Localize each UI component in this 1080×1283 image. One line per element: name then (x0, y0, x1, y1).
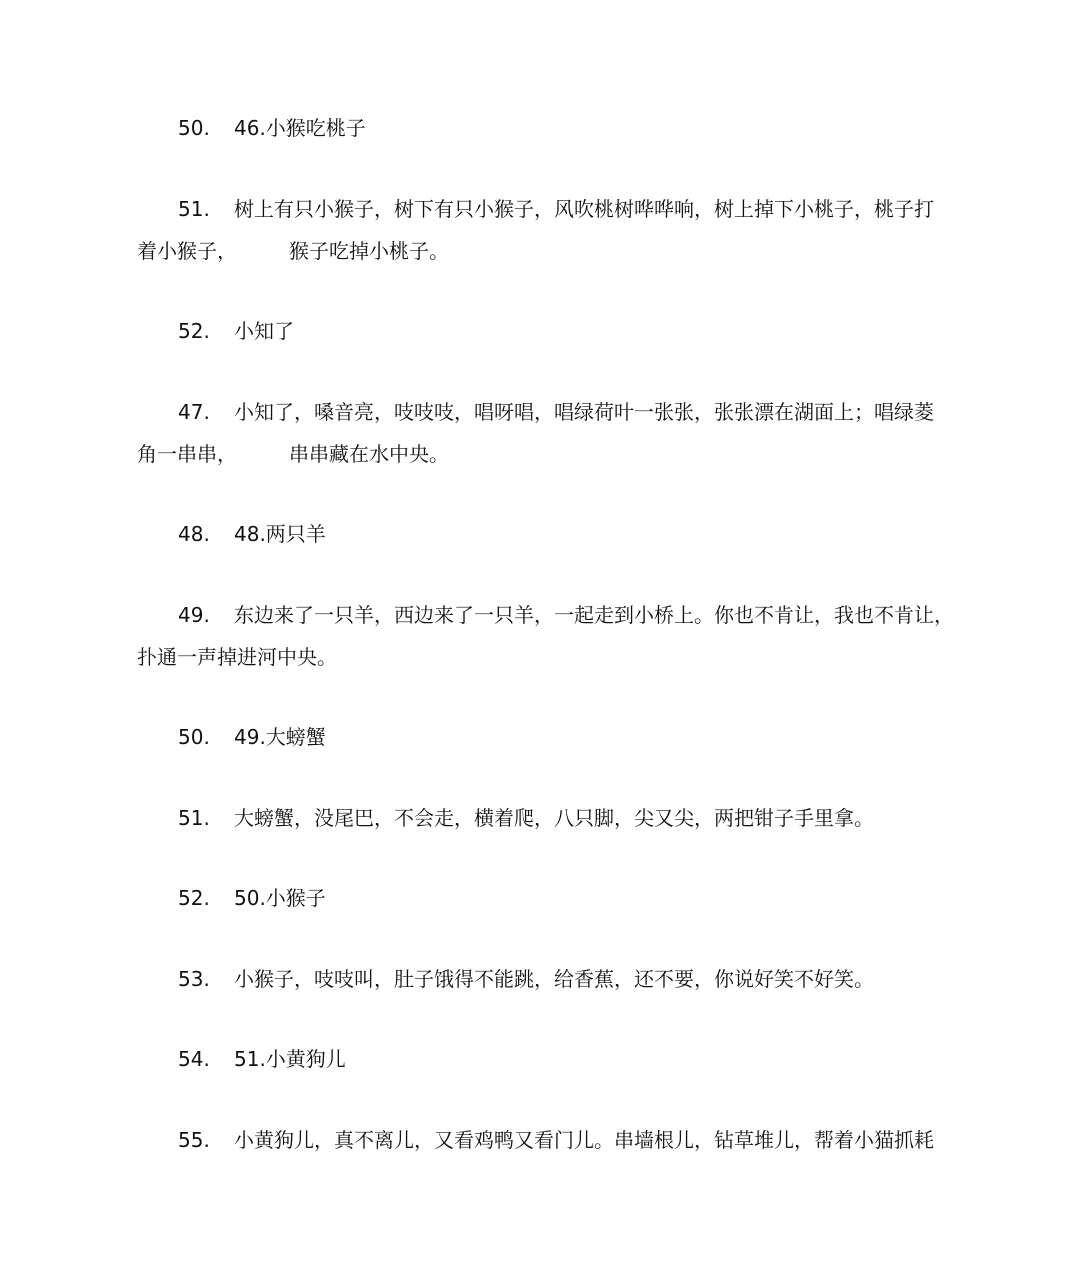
list-item (137, 1038, 949, 1080)
list-item (137, 594, 954, 678)
list-item (137, 716, 949, 758)
list-item (137, 513, 949, 555)
line (137, 594, 954, 636)
line (137, 716, 949, 758)
item-text: 小猴子，吱吱叫，肚子饿得不能跳，给香蕉，还不要，你说好笑不好笑。 (234, 967, 874, 991)
item-text-continued: 猴子吃掉小桃子。 (289, 239, 449, 263)
line (137, 513, 949, 555)
item-number: 54. (178, 1047, 210, 1071)
item-number: 53. (178, 967, 210, 991)
item-text: 49.大螃蟹 (234, 725, 326, 749)
list-item (137, 797, 949, 839)
item-number: 55. (178, 1128, 210, 1152)
item-number: 47. (178, 400, 210, 424)
item-text: 46.小猴吃桃子 (234, 116, 366, 140)
line (137, 433, 949, 475)
line (137, 310, 949, 352)
item-number: 50. (178, 725, 210, 749)
item-number: 49. (178, 603, 210, 627)
item-text-continued: 角一串串， (137, 442, 237, 466)
item-text: 小知了，嗓音亮，吱吱吱，唱呀唱，唱绿荷叶一张张，张张漂在湖面上；唱绿菱 (234, 400, 934, 424)
item-number: 52. (178, 886, 210, 910)
list-item (137, 310, 949, 352)
item-number: 50. (178, 116, 210, 140)
list-item (137, 958, 949, 1000)
line (137, 188, 949, 230)
line (137, 797, 949, 839)
item-number: 51. (178, 806, 210, 830)
item-text: 树上有只小猴子，树下有只小猴子，风吹桃树哗哗响，树上掉下小桃子，桃子打 (234, 197, 934, 221)
item-text-continued: 着小猴子， (137, 239, 237, 263)
item-number: 52. (178, 319, 210, 343)
item-text-continued: 串串藏在水中央。 (289, 442, 449, 466)
line (137, 1119, 949, 1161)
item-text: 小黄狗儿，真不离儿，又看鸡鸭又看门儿。串墙根儿，钻草堆儿，帮着小猫抓耗 (234, 1128, 934, 1152)
item-text-continued: 扑通一声掉进河中央。 (137, 645, 337, 669)
list-item (137, 188, 949, 272)
line (137, 391, 949, 433)
line (137, 958, 949, 1000)
line (137, 230, 949, 272)
item-number: 51. (178, 197, 210, 221)
list-item (137, 877, 949, 919)
line (137, 877, 949, 919)
item-text: 小知了 (234, 319, 294, 343)
item-text: 东边来了一只羊，西边来了一只羊，一起走到小桥上。你也不肯让，我也不肯让， (234, 603, 954, 627)
list-item (137, 391, 949, 475)
list-item (137, 107, 949, 149)
line (137, 636, 949, 678)
item-number: 48. (178, 522, 210, 546)
item-text: 大螃蟹，没尾巴，不会走，横着爬，八只脚，尖又尖，两把钳子手里拿。 (234, 806, 874, 830)
item-text: 48.两只羊 (234, 522, 326, 546)
line (137, 1038, 949, 1080)
item-text: 50.小猴子 (234, 886, 326, 910)
item-text: 51.小黄狗儿 (234, 1047, 346, 1071)
line (137, 107, 949, 149)
list-item (137, 1119, 949, 1161)
